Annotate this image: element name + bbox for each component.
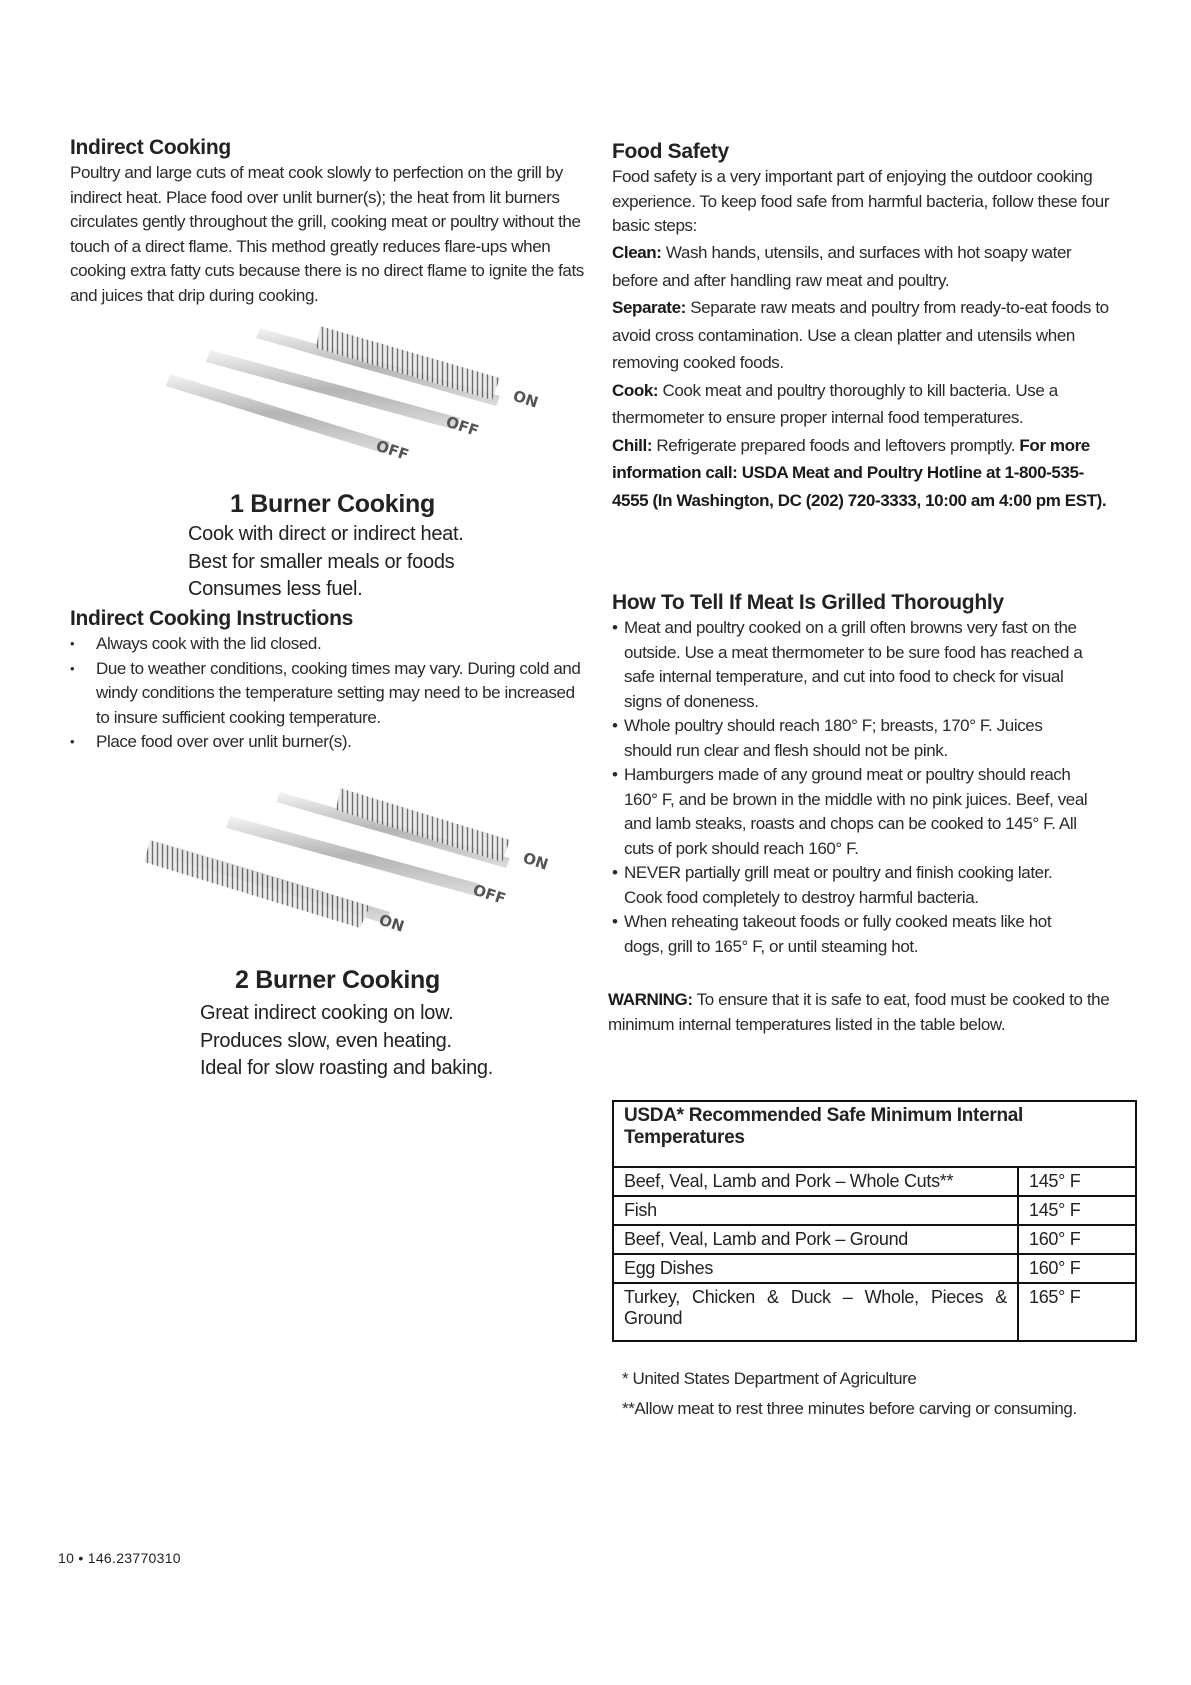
indirect-cooking-body: Poultry and large cuts of meat cook slowly to perfection on the grill by indirect heat. Place food over unlit burner(s); the heat from lit burners circulates gently throughout the grill, cooking meat or poultry without the touch of a direct flame. This method greatly reduces flare-ups when cooking extra fatty cuts because there is no direct flame to ignite the fats and juices that drip during cooking. xyxy=(70,163,584,305)
one-burner-title: 1 Burner Cooking xyxy=(230,490,435,518)
grilled-thoroughly-title: How To Tell If Meat Is Grilled Thoroughly xyxy=(612,591,1004,614)
table-cell-temp: 160° F xyxy=(1018,1254,1136,1283)
step-text: Wash hands, utensils, and surfaces with hot soapy water before and after handling raw meat and poultry. xyxy=(612,243,1072,290)
table-row xyxy=(613,1283,1136,1341)
howto-item: • When reheating takeout foods or fully cooked meats like hot dogs, grill to 165° F, or until steaming hot. xyxy=(612,910,1092,959)
step-label: Separate: xyxy=(612,298,686,317)
step-chill xyxy=(612,432,1117,515)
burner-label-2: OFF xyxy=(443,412,481,441)
instruction-item: • Due to weather conditions, cooking times may vary. During cold and windy conditions the temperature setting may need to be increased to insure sufficient cooking temperature. xyxy=(70,657,590,731)
one-burner-description xyxy=(188,521,463,604)
two-burner-diagram xyxy=(130,782,570,942)
burner-tube-back xyxy=(276,788,510,868)
two-burner-line: Ideal for slow roasting and baking. xyxy=(200,1057,494,1079)
step-text: Separate raw meats and poultry from ready-to-eat foods to avoid cross contamination. Use a clean platter and utensils when removing cooked foods. xyxy=(612,298,1109,372)
howto-item: • Whole poultry should reach 180° F; breasts, 170° F. Juices should run clear and flesh should not be pink. xyxy=(612,714,1092,763)
food-safety-intro: Food safety is a very important part of enjoying the outdoor cooking experience. To keep food safe from harmful bacteria, follow these four basic steps: xyxy=(612,167,1110,235)
table-footnotes xyxy=(622,1364,1122,1424)
two-burner-title: 2 Burner Cooking xyxy=(235,966,440,994)
instruction-item: • Always cook with the lid closed. xyxy=(70,632,590,657)
food-safety-steps xyxy=(612,239,1117,514)
warning-body: To ensure that it is safe to eat, food must be cooked to the minimum internal temperatures listed in the table below. xyxy=(608,990,1110,1034)
table-row xyxy=(613,1196,1136,1225)
two-burner-line: Produces slow, even heating. xyxy=(200,1029,452,1052)
one-burner-line: Consumes less fuel. xyxy=(188,578,363,600)
warning-label: WARNING: xyxy=(608,990,693,1009)
grilled-thoroughly-list xyxy=(612,616,1092,959)
step-label: Chill: xyxy=(612,435,653,455)
footnote: * United States Department of Agriculture xyxy=(622,1369,917,1388)
step-text: Refrigerate prepared foods and leftovers promptly. xyxy=(656,435,1016,455)
two-burner-description xyxy=(200,1000,493,1083)
burner-label-1: ON xyxy=(510,386,541,412)
burner-tube-back xyxy=(256,326,500,406)
burner-label-3: OFF xyxy=(373,436,411,465)
step-text: Cook meat and poultry thoroughly to kill bacteria. Use a thermometer to ensure proper internal food temperatures. xyxy=(612,380,1058,427)
table-row xyxy=(613,1225,1136,1254)
instruction-item: • Place food over over unlit burner(s). xyxy=(70,730,590,755)
one-burner-line: Best for smaller meals or foods xyxy=(188,550,455,573)
two-burner-line: Great indirect cooking on low. xyxy=(200,1002,454,1024)
footnote: **Allow meat to rest three minutes before carving or consuming. xyxy=(622,1399,1077,1418)
howto-item: • Hamburgers made of any ground meat or poultry should reach 160° F, and be brown in the middle with no pink juices. Beef, veal and lamb steaks, roasts and chops can be cooked to 145° F. All cuts of pork should reach 160° F. xyxy=(612,763,1092,861)
food-safety-title: Food Safety xyxy=(612,140,729,163)
table-cell-temp: 165° F xyxy=(1018,1283,1136,1341)
hotline-text: For more information call: USDA Meat and Poultry Hotline at 1-800-535-4555 (In Washington, DC (202) 720-3333, 10:00 am 4:00 pm EST). xyxy=(612,435,1107,510)
page-footer: 10 • 146.23770310 xyxy=(58,1550,181,1566)
burner-tube-front xyxy=(166,374,390,454)
one-burner-line: Cook with direct or indirect heat. xyxy=(188,523,464,545)
table-cell-item: Fish xyxy=(613,1196,1018,1225)
one-burner-diagram xyxy=(120,318,560,478)
burner-label-2: OFF xyxy=(470,880,508,909)
table-cell-temp: 145° F xyxy=(1018,1167,1136,1196)
burner-label-3: ON xyxy=(376,910,407,936)
howto-item: • Meat and poultry cooked on a grill often browns very fast on the outside. Use a meat thermometer to be sure food has reached a safe internal temperature, and cut into food to check for visual signs of doneness. xyxy=(612,616,1092,714)
table-cell-item: Beef, Veal, Lamb and Pork – Ground xyxy=(613,1225,1018,1254)
step-clean xyxy=(612,239,1117,294)
table-cell-temp: 160° F xyxy=(1018,1225,1136,1254)
table-row xyxy=(613,1254,1136,1283)
howto-item: • NEVER partially grill meat or poultry and finish cooking later. Cook food completely to destroy harmful bacteria. xyxy=(612,861,1092,910)
step-label: Cook: xyxy=(612,380,659,400)
indirect-cooking-title: Indirect Cooking xyxy=(70,136,231,159)
table-cell-item: Egg Dishes xyxy=(613,1254,1018,1283)
safe-temperatures-table xyxy=(612,1100,1137,1342)
step-cook xyxy=(612,377,1117,432)
warning-text xyxy=(608,988,1120,1037)
step-separate xyxy=(612,294,1117,377)
table-cell-item: Beef, Veal, Lamb and Pork – Whole Cuts** xyxy=(613,1167,1018,1196)
table-header-row xyxy=(613,1101,1136,1167)
step-label: Clean: xyxy=(612,243,662,262)
instructions-list xyxy=(70,632,590,755)
table-cell-item: Turkey, Chicken & Duck – Whole, Pieces & Ground xyxy=(613,1283,1018,1341)
instructions-title: Indirect Cooking Instructions xyxy=(70,607,353,630)
burner-label-1: ON xyxy=(520,848,551,874)
table-title: USDA* Recommended Safe Minimum Internal Temperatures xyxy=(613,1101,1136,1167)
table-cell-temp: 145° F xyxy=(1018,1196,1136,1225)
table-row xyxy=(613,1167,1136,1196)
